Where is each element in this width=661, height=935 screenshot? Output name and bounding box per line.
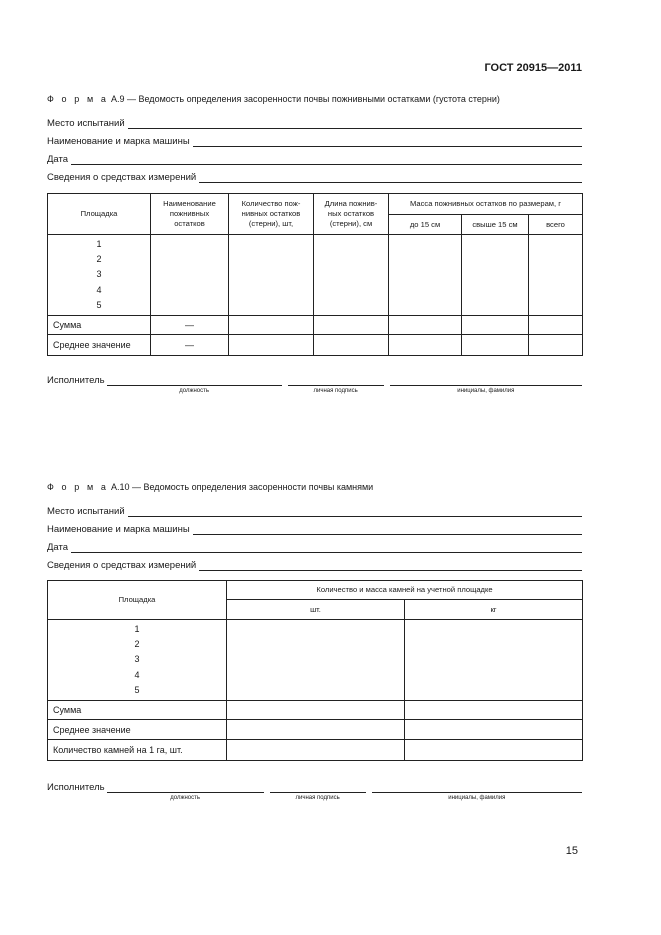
form-label: Ф о р м а [47,482,109,492]
table-cell[interactable] [227,740,405,761]
name-caption: инициалы, фамилия [457,388,515,394]
table-cell[interactable] [405,740,583,761]
position-caption: должность [179,388,209,394]
form-title-text: — Ведомость определения засоренности почвы камнями [132,482,374,492]
field-machine[interactable] [47,134,582,147]
fill-line[interactable] [71,155,582,165]
stubble-table [47,193,583,356]
fill-line[interactable] [199,173,582,183]
field-instruments[interactable] [47,170,582,183]
plot-number: 4 [96,284,102,295]
table-cell[interactable] [405,620,583,701]
name-line[interactable] [372,783,582,801]
table-cell[interactable] [314,316,389,335]
name-caption: инициалы, фамилия [448,795,506,801]
fill-line[interactable] [193,137,582,147]
field-test-place[interactable] [47,504,582,517]
header-residue-mass: Масса пожнивных остатков по размерам, г [389,194,583,215]
plot-number: 1 [96,239,102,249]
table-cell[interactable] [227,720,405,740]
table-cell[interactable] [405,701,583,720]
plot-number: 5 [96,299,102,310]
fill-line[interactable] [199,561,582,571]
table-cell[interactable] [227,620,405,701]
field-label: Сведения о средствах измерений [47,560,197,571]
field-instruments[interactable] [47,558,582,571]
table-cell[interactable] [462,335,529,356]
dash-cell: — [151,335,229,356]
field-label: Место испытаний [47,506,125,517]
header-residue-count: Количество пож-нивных остатков (стерни), шт, [229,194,314,235]
fill-line[interactable] [71,543,582,553]
plot-numbers [48,620,227,701]
fill-line[interactable] [128,119,582,129]
field-date[interactable] [47,152,582,165]
name-line[interactable] [390,376,582,394]
signature-caption: личная подпись [313,388,358,394]
field-label: Наименование и марка машины [47,136,190,147]
table-cell[interactable] [462,235,529,316]
plot-number: 1 [134,624,140,634]
position-line[interactable] [107,783,264,801]
form-a10-title [47,482,373,492]
fill-line[interactable] [128,507,582,517]
plot-numbers [48,235,151,316]
page-number: 15 [565,845,578,857]
table-cell[interactable] [389,235,462,316]
plot-number: 5 [134,684,140,695]
table-cell[interactable] [529,316,583,335]
header-stones: Количество и масса камней на учетной площадке [227,581,583,600]
executor-signature-a10 [47,780,582,801]
position-line[interactable] [107,376,282,394]
table-cell[interactable] [462,316,529,335]
form-number: А.9 [110,94,125,104]
form-a9-title [47,94,500,104]
plot-number: 4 [134,669,140,680]
dash-cell: — [151,316,229,335]
table-cell[interactable] [151,235,229,316]
fill-line[interactable] [193,525,582,535]
header-over-15: свыше 15 см [462,215,529,235]
executor-signature-a9 [47,373,582,394]
row-per-hectare-label: Количество камней на 1 га, шт. [48,740,227,761]
field-label: Дата [47,542,69,553]
signature-caption: личная подпись [295,795,340,801]
field-test-place[interactable] [47,116,582,129]
position-caption: должность [170,795,200,801]
form-label: Ф о р м а [47,94,109,104]
header-total: всего [529,215,583,235]
plot-number: 2 [134,639,140,650]
form-title-text: — Ведомость определения засоренности почвы пожнивными остатками (густота стерни) [127,94,500,104]
table-cell[interactable] [229,335,314,356]
table-cell[interactable] [389,316,462,335]
table-cell[interactable] [229,316,314,335]
table-cell[interactable] [405,720,583,740]
row-sum-label: Сумма [48,316,151,335]
signature-line[interactable] [270,783,366,801]
table-cell[interactable] [227,701,405,720]
plot-number: 3 [134,654,140,665]
field-label: Наименование и марка машины [47,524,190,535]
field-date[interactable] [47,540,582,553]
header-plot: Площадка [48,581,227,620]
header-up-to-15: до 15 см [389,215,462,235]
table-cell[interactable] [529,235,583,316]
stones-table [47,580,583,761]
executor-label: Исполнитель [47,782,105,793]
table-cell[interactable] [229,235,314,316]
row-average-label: Среднее значение [48,720,227,740]
document-code: ГОСТ 20915—2011 [484,62,582,74]
table-cell[interactable] [529,335,583,356]
plot-number: 2 [96,254,102,265]
form-number: А.10 [110,482,130,492]
table-cell[interactable] [389,335,462,356]
signature-line[interactable] [288,376,384,394]
field-label: Дата [47,154,69,165]
header-residue-name: Наименование пожнивных остатков [151,194,229,235]
header-plot: Площадка [48,194,151,235]
plot-number: 3 [96,269,102,280]
row-sum-label: Сумма [48,701,227,720]
row-average-label: Среднее значение [48,335,151,356]
table-cell[interactable] [314,335,389,356]
field-label: Сведения о средствах измерений [47,172,197,183]
header-pieces: шт. [227,600,405,620]
table-cell[interactable] [314,235,389,316]
header-kg: кг [405,600,583,620]
field-label: Место испытаний [47,118,125,129]
field-machine[interactable] [47,522,582,535]
header-residue-length: Длина пожнив-ных остатков (стерни), см [314,194,389,235]
executor-label: Исполнитель [47,375,105,386]
